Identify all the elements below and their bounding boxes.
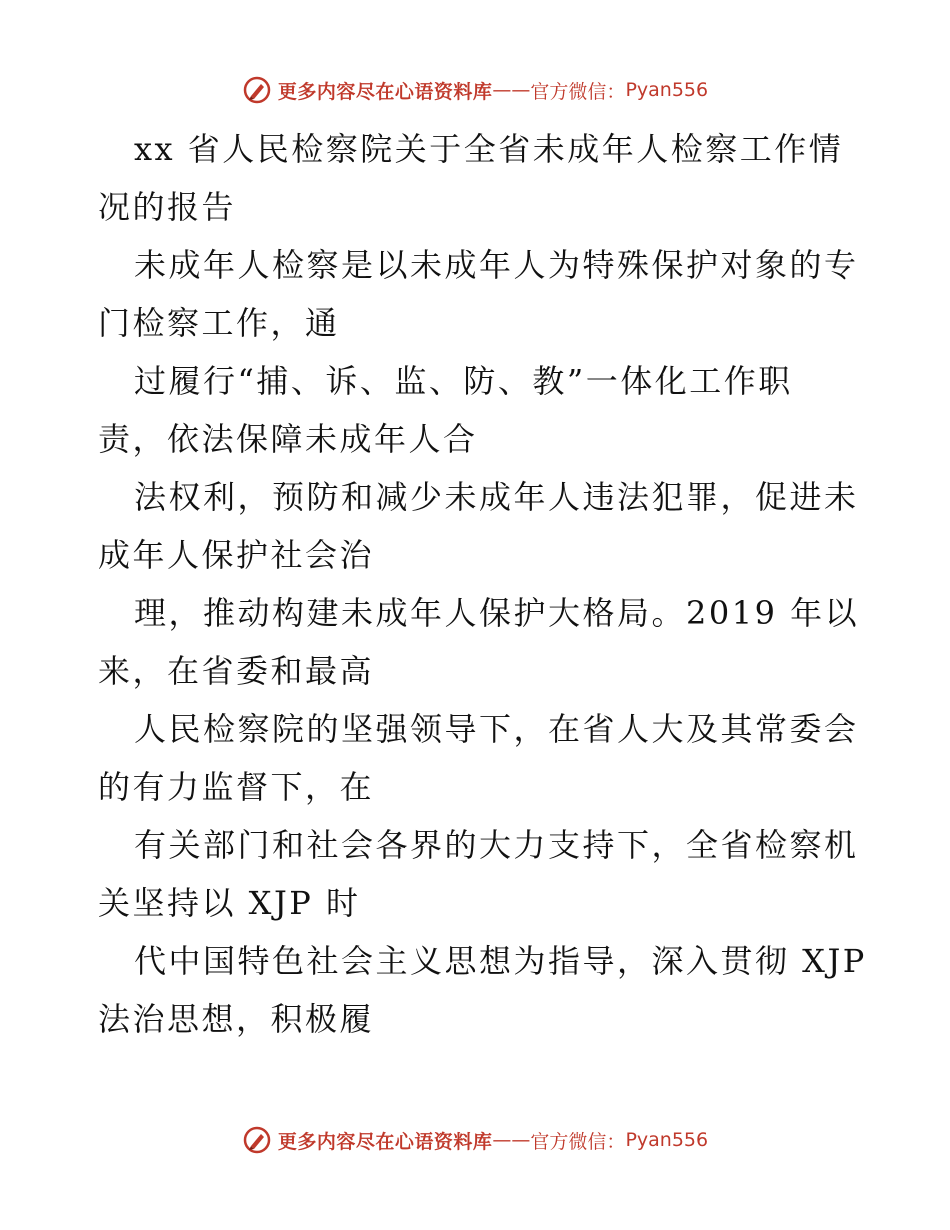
header-dash: —— — [492, 79, 531, 101]
title-line-2: 况的报告 — [98, 188, 237, 226]
body-line: 法权利，预防和减少未成年人违法犯罪，促进未 — [134, 478, 859, 516]
body-line: 门检察工作，通 — [98, 304, 340, 342]
footer-brand-text: 更多内容尽在心语资料库 — [277, 1130, 493, 1153]
header-wechat-label: 官方微信： — [530, 80, 626, 103]
body-line: 理，推动构建未成年人保护大格局。2019 年以 — [134, 594, 860, 632]
title-line-1: xx 省人民检察院关于全省未成年人检察工作情 — [134, 130, 844, 168]
body-line: 的有力监督下，在 — [98, 768, 375, 806]
footer-dash: —— — [492, 1129, 531, 1151]
header-brand-text: 更多内容尽在心语资料库 — [277, 80, 493, 103]
body-line: 代中国特色社会主义思想为指导，深入贯彻 XJP — [134, 942, 867, 980]
footer-wechat-label: 官方微信： — [530, 1130, 626, 1153]
footer-banner — [0, 1120, 950, 1160]
body-line: 法治思想，积极履 — [98, 1000, 375, 1038]
pen-circle-logo-icon — [242, 75, 272, 105]
footer-wechat-id: Pyan556 — [625, 1129, 709, 1151]
body-line: 有关部门和社会各界的大力支持下，全省检察机 — [134, 826, 859, 864]
body-line: 未成年人检察是以未成年人为特殊保护对象的专 — [134, 246, 859, 284]
document-body — [98, 125, 867, 1053]
body-line: 关坚持以 XJP 时 — [98, 884, 361, 922]
body-line: 来，在省委和最高 — [98, 652, 375, 690]
body-line: 过履行“捕、诉、监、防、教”一体化工作职 — [134, 362, 793, 400]
pen-circle-logo-icon — [242, 1125, 272, 1155]
body-line: 责，依法保障未成年人合 — [98, 420, 478, 458]
header-banner — [0, 70, 950, 110]
body-line: 人民检察院的坚强领导下，在省人大及其常委会 — [134, 710, 859, 748]
body-line: 成年人保护社会治 — [98, 536, 375, 574]
header-wechat-id: Pyan556 — [625, 79, 709, 101]
